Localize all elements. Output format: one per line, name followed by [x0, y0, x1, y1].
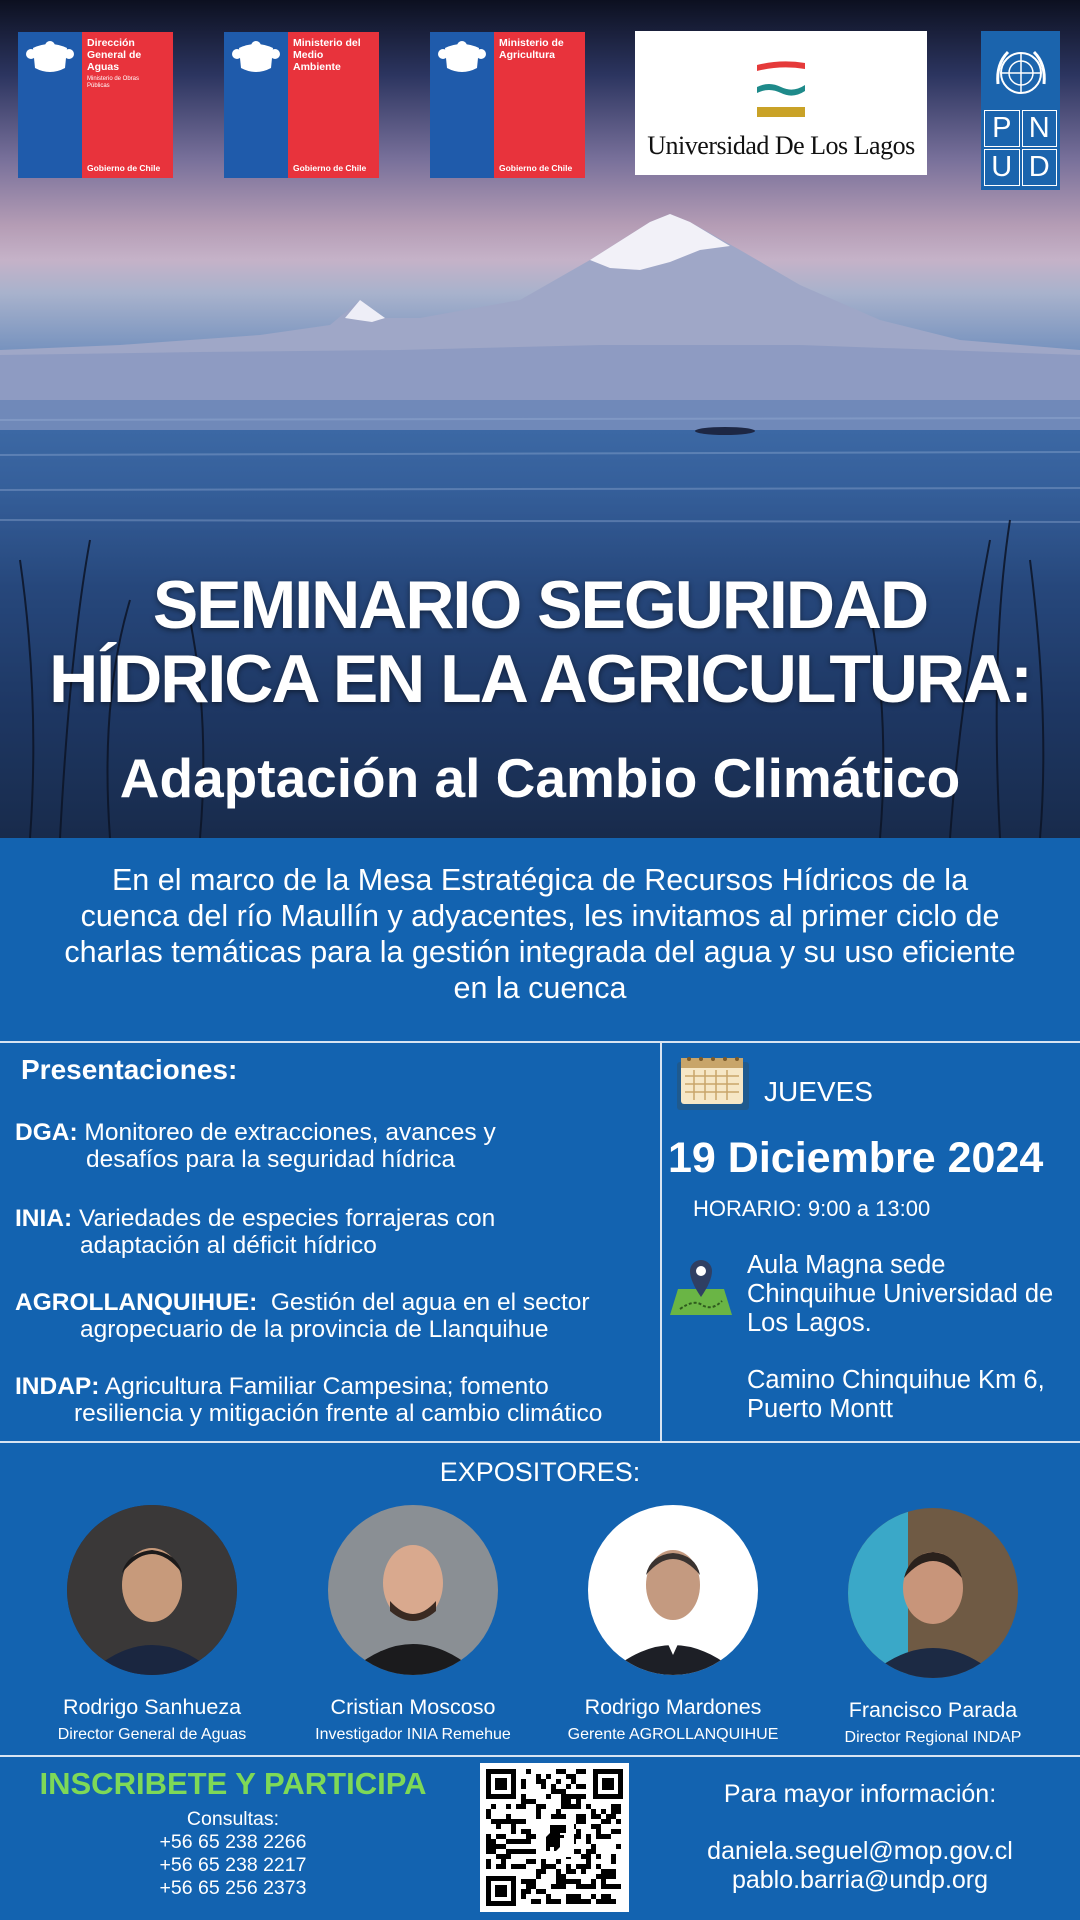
presentation-org: DGA:	[15, 1119, 78, 1146]
presentation-org: INDAP:	[15, 1373, 100, 1400]
event-address: Camino Chinquihue Km 6, Puerto Montt	[747, 1366, 1045, 1423]
ulagos-logo-name: Universidad De Los Lagos	[647, 131, 915, 160]
intro-text: En el marco de la Mesa Estratégica de Recursos Hídricos de la cuenca del río Maullín y adyacentes, les invitamos al primer ciclo de charlas temáticas para la gestión integrada del agua y su uso eficiente en la cuenca	[64, 863, 1016, 1005]
pnud-letter: D	[1022, 149, 1058, 186]
divider	[0, 1441, 1080, 1443]
register-cta[interactable]: INSCRIBETE Y PARTICIPA	[39, 1766, 427, 1801]
presentation-topic: Variedades de especies forrajeras con	[72, 1205, 496, 1232]
ulagos-emblem-icon	[755, 57, 807, 119]
presentation-org: AGROLLANQUIHUE:	[15, 1289, 258, 1316]
logo-ulagos	[635, 31, 927, 175]
presentation-item	[15, 1205, 655, 1259]
email-link[interactable]: daniela.seguel@mop.gov.cl	[707, 1837, 1013, 1865]
calendar-icon	[675, 1056, 751, 1112]
presentation-item	[15, 1289, 655, 1343]
dga-logo-name: Dirección General de Aguas	[87, 37, 142, 73]
speaker-role: Director General de Aguas	[57, 1726, 247, 1743]
event-day: JUEVES	[764, 1076, 873, 1107]
presentation-item	[15, 1373, 655, 1427]
intro-section	[0, 838, 1080, 1042]
mma-logo-name: Ministerio del Medio Ambiente	[293, 37, 361, 73]
logo-mma	[224, 32, 379, 178]
seminar-title-line2: HÍDRICA EN LA AGRICULTURA:	[49, 641, 1031, 717]
registration-qr-code[interactable]	[480, 1763, 629, 1912]
speaker-name: Francisco Parada	[848, 1698, 1018, 1722]
contact-emails	[650, 1837, 1070, 1895]
phone-number[interactable]: +56 65 256 2373	[159, 1877, 307, 1899]
avatar	[848, 1508, 1018, 1678]
presentation-topic: desafíos para la seguridad hídrica	[86, 1146, 456, 1173]
event-date: 19 Diciembre 2024	[668, 1134, 1044, 1182]
divider	[660, 1041, 662, 1441]
un-emblem-icon	[992, 44, 1050, 102]
pnud-letter: N	[1022, 110, 1058, 147]
speaker-card	[803, 1508, 1063, 1747]
speaker-photo	[328, 1505, 498, 1675]
mma-logo-gov: Gobierno de Chile	[293, 163, 367, 173]
minagri-logo-name: Ministerio de Agricultura	[499, 37, 564, 61]
speaker-role: Gerente AGROLLANQUIHUE	[567, 1726, 779, 1743]
presentation-topic: adaptación al déficit hídrico	[80, 1232, 377, 1259]
speaker-photo	[588, 1505, 758, 1675]
email-link[interactable]: pablo.barria@undp.org	[731, 1866, 989, 1894]
presentation-topic: Monitoreo de extracciones, avances y	[77, 1119, 496, 1146]
event-venue: Aula Magna sede Chinquihue Universidad de Los Lagos.	[747, 1251, 1054, 1337]
divider	[0, 1041, 1080, 1043]
chile-coat-of-arms-icon	[229, 36, 283, 78]
presentation-topic: Agricultura Familiar Campesina; fomento	[99, 1373, 549, 1400]
speaker-name: Rodrigo Sanhueza	[62, 1695, 242, 1719]
presentation-topic: resiliencia y mitigación frente al cambio climático	[74, 1400, 603, 1427]
seminar-title-line1: SEMINARIO SEGURIDAD	[152, 567, 928, 643]
speaker-role: Investigador INIA Remehue	[315, 1726, 511, 1743]
logo-pnud	[981, 31, 1060, 190]
chile-coat-of-arms-icon	[435, 36, 489, 78]
presentation-topic: Gestión del agua en el sector	[257, 1289, 590, 1316]
presentation-topic: agropecuario de la provincia de Llanquihue	[80, 1316, 549, 1343]
speaker-card	[543, 1505, 803, 1744]
speaker-card	[283, 1505, 543, 1744]
phone-number[interactable]: +56 65 238 2266	[159, 1831, 307, 1853]
speakers-title: EXPOSITORES:	[439, 1457, 641, 1487]
chile-coat-of-arms-icon	[23, 36, 77, 78]
consultas-label: Consultas:	[186, 1808, 280, 1830]
divider	[0, 1755, 1080, 1757]
dga-logo-ministry: Ministerio de Obras Públicas	[87, 76, 140, 90]
presentation-item	[15, 1119, 655, 1173]
contact-phones	[0, 1808, 466, 1900]
event-hours: HORARIO: 9:00 a 13:00	[693, 1196, 931, 1221]
speaker-photo	[67, 1505, 237, 1675]
pnud-letter: P	[984, 110, 1020, 147]
pnud-letter: U	[984, 149, 1020, 186]
phone-number[interactable]: +56 65 238 2217	[159, 1854, 307, 1876]
presentation-org: INIA:	[15, 1205, 73, 1232]
avatar	[328, 1505, 498, 1675]
location-pin-icon	[668, 1255, 734, 1317]
more-info-label: Para mayor información:	[723, 1780, 997, 1808]
logo-minagri	[430, 32, 585, 178]
speaker-name: Rodrigo Mardones	[584, 1695, 762, 1719]
speaker-card	[22, 1505, 282, 1744]
avatar	[588, 1505, 758, 1675]
speaker-name: Cristian Moscoso	[330, 1695, 496, 1719]
speaker-photo	[848, 1508, 1018, 1678]
dga-logo-gov: Gobierno de Chile	[87, 163, 161, 173]
qr-code-icon	[480, 1763, 629, 1912]
logo-dga	[18, 32, 173, 178]
avatar	[67, 1505, 237, 1675]
minagri-logo-gov: Gobierno de Chile	[499, 163, 573, 173]
seminar-subtitle: Adaptación al Cambio Climático	[119, 747, 961, 809]
speaker-role: Director Regional INDAP	[844, 1729, 1022, 1746]
presentations-title: Presentaciones:	[21, 1054, 238, 1085]
hero-banner	[0, 0, 1080, 838]
